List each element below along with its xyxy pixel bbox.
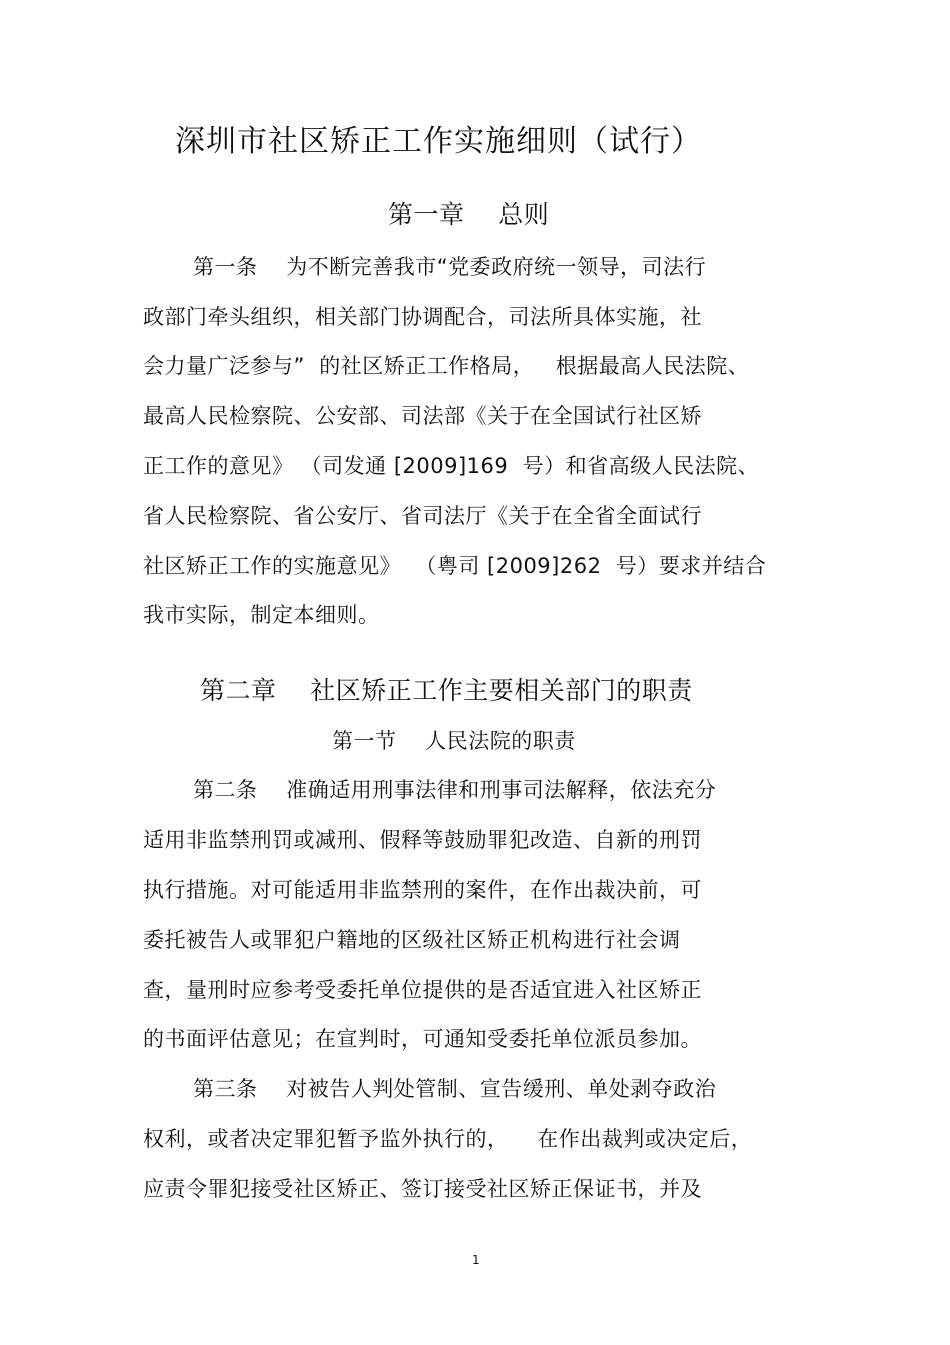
section-heading: 第一节 人民法院的职责 <box>332 729 576 753</box>
paragraph-line: 政部门牵头组织，相关部门协调配合，司法所具体实施，社 <box>143 305 702 329</box>
document-title: 深圳市社区矫正工作实施细则（试行） <box>175 124 702 159</box>
paragraph-line: 我市实际，制定本细则。 <box>143 603 380 627</box>
paragraph-line: 委托被告人或罪犯户籍地的区级社区矫正机构进行社会调 <box>143 928 681 952</box>
paragraph-line: 应责令罪犯接受社区矫正、签订接受社区矫正保证书，并及 <box>143 1177 702 1201</box>
paragraph-line: 权利，或者决定罪犯暂予监外执行的， 在作出裁判或决定后， <box>143 1127 753 1151</box>
paragraph-line: 的书面评估意见；在宣判时，可通知受委托单位派员参加。 <box>143 1027 702 1051</box>
chapter-heading: 第一章 总则 <box>388 200 550 229</box>
paragraph-line: 查，量刑时应参考受委托单位提供的是否适宜进入社区矫正 <box>143 978 702 1002</box>
paragraph-line: 第一条 为不断完善我市“党委政府统一领导，司法行 <box>193 255 707 279</box>
paragraph-line: 执行措施。对可能适用非监禁刑的案件，在作出裁决前，可 <box>143 878 702 902</box>
paragraph-line: 第二条 准确适用刑事法律和刑事司法解释，依法充分 <box>193 778 717 802</box>
chapter-heading: 第二章 社区矫正工作主要相关部门的职责 <box>200 676 693 705</box>
paragraph-line: 正工作的意见》 （司发通 [2009]169 号）和省高级人民法院、 <box>143 454 760 478</box>
page-number: 1 <box>472 1253 481 1267</box>
paragraph-line: 会力量广泛参与” 的社区矫正工作格局， 根据最高人民法院、 <box>143 354 750 378</box>
paragraph-line: 社区矫正工作的实施意见》 （粤司 [2009]262 号）要求并结合 <box>143 554 767 578</box>
paragraph-line: 省人民检察院、省公安厅、省司法厅《关于在全省全面试行 <box>143 504 702 528</box>
paragraph-line: 最高人民检察院、公安部、司法部《关于在全国试行社区矫 <box>143 404 702 428</box>
paragraph-line: 第三条 对被告人判处管制、宣告缓刑、单处剥夺政治 <box>193 1077 717 1101</box>
paragraph-line: 适用非监禁刑罚或减刑、假释等鼓励罪犯改造、自新的刑罚 <box>143 828 702 852</box>
